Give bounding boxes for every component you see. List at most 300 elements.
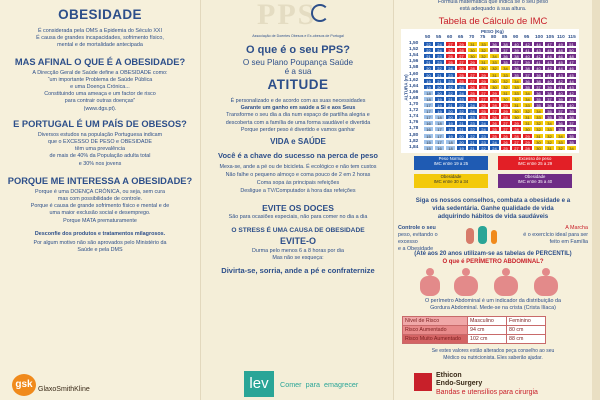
imc-cell: 24 <box>456 84 467 90</box>
imc-cell: 39 <box>522 59 533 65</box>
imc-cell: 21 <box>467 145 478 151</box>
imc-cell: 32 <box>511 96 522 102</box>
imc-cell: 30 <box>511 114 522 120</box>
sweets-text: São para ocasiões especiais, não para comer no dia a dia <box>228 214 368 221</box>
warning-miracle: Desconfie dos produtos e tratamentos milagrosos. <box>34 230 166 237</box>
final-advice: Divirta-se, sorria, ande a pé e confraternize <box>221 265 375 275</box>
imc-cell: 24 <box>478 120 489 126</box>
legend-obesity-1: Obesidade IMC entre 30 a 34 <box>414 174 488 188</box>
imc-cell: 21 <box>456 126 467 132</box>
imc-cell: 18 <box>423 96 434 102</box>
imc-cell: 42 <box>566 90 577 96</box>
imc-cell: 25 <box>456 72 467 78</box>
imc-cell: 21 <box>467 139 478 145</box>
imc-cell: 44 <box>566 78 577 84</box>
imc-cell: 21 <box>423 53 434 59</box>
height-label: 1,82 <box>409 138 419 144</box>
imc-cell: 35 <box>533 102 544 108</box>
lev-slogan: Comer para emagrecer <box>280 380 359 389</box>
weight-header: 70 <box>469 35 475 40</box>
imc-cell: 45 <box>544 47 555 53</box>
imc-cell: 35 <box>511 72 522 78</box>
imc-cell: 31 <box>467 41 478 47</box>
torso-icon <box>420 276 440 296</box>
imc-cell: 25 <box>489 126 500 132</box>
walking-text: A Marcha é o exercício ideal para ser feito em Família <box>523 225 588 245</box>
imc-cell: 17 <box>423 102 434 108</box>
imc-cell: 19 <box>423 84 434 90</box>
imc-cell: 34 <box>555 133 566 139</box>
imc-cell: 20 <box>456 133 467 139</box>
imc-cell: 25 <box>500 145 511 151</box>
imc-cell: 37 <box>500 47 511 53</box>
imc-cell: 47 <box>544 41 555 47</box>
imc-cell: 22 <box>445 84 456 90</box>
imc-cell: 42 <box>533 53 544 59</box>
imc-cell: 32 <box>544 139 555 145</box>
imc-cell: 19 <box>434 108 445 114</box>
height-label: 1,70 <box>409 102 419 107</box>
imc-cell: 15 <box>423 145 434 151</box>
imc-cell: 34 <box>511 78 522 84</box>
imc-cell: 41 <box>533 59 544 65</box>
imc-cell: 36 <box>555 120 566 126</box>
imc-cell: 44 <box>533 41 544 47</box>
imc-cell: 22 <box>478 145 489 151</box>
imc-cell: 39 <box>544 84 555 90</box>
imc-cell: 17 <box>434 133 445 139</box>
imc-cell: 33 <box>555 139 566 145</box>
middle-panel <box>200 0 394 400</box>
ethicon-name: Ethicon Endo-Surgery <box>436 372 483 387</box>
height-label: 1,62 <box>409 77 419 83</box>
imc-cell: 33 <box>500 72 511 78</box>
imc-cell: 30 <box>533 139 544 145</box>
weight-header: 85 <box>502 35 508 40</box>
imc-cell: 35 <box>555 126 566 132</box>
imc-cell: 36 <box>544 102 555 108</box>
imc-cell: 30 <box>500 96 511 102</box>
imc-cell: 26 <box>489 120 500 126</box>
imc-title: Tabela de Cálculo de IMC <box>438 16 548 27</box>
imc-cell: 23 <box>467 114 478 120</box>
prevalence-text: Diversos estudos na população Portuguesa indicam que o EXCESSO DE PESO e OBESIDADE têm uma prevalência de mais de 40% da População adulta total e 30% nos jovens <box>37 131 163 167</box>
imc-cell: 29 <box>500 102 511 108</box>
imc-cell: 30 <box>522 126 533 132</box>
imc-legend <box>414 156 574 190</box>
imc-cell: 15 <box>423 133 434 139</box>
imc-cell: 20 <box>423 65 434 71</box>
height-label: 1,60 <box>409 71 419 77</box>
weight-header: 75 <box>480 35 486 40</box>
imc-cell: 40 <box>533 65 544 71</box>
imc-cell: 27 <box>456 53 467 59</box>
imc-cell: 23 <box>445 72 456 78</box>
imc-cell: 25 <box>489 133 500 139</box>
imc-cell: 20 <box>434 90 445 96</box>
imc-cell: 22 <box>456 108 467 114</box>
imc-cell: 30 <box>467 53 478 59</box>
imc-cell: 43 <box>533 47 544 53</box>
imc-cell: 30 <box>511 108 522 114</box>
imc-cell: 30 <box>489 78 500 84</box>
imc-cell: 33 <box>511 84 522 90</box>
imc-cell: 31 <box>511 102 522 108</box>
imc-cell: 23 <box>434 59 445 65</box>
imc-cell: 30 <box>489 84 500 90</box>
imc-cell: 28 <box>511 133 522 139</box>
imc-cell: 32 <box>478 47 489 53</box>
weight-header: 105 <box>546 35 555 40</box>
height-label: 1,80 <box>409 132 419 138</box>
next-panel-edge <box>592 0 600 400</box>
imc-cell: 32 <box>555 145 566 151</box>
imc-cell: 35 <box>566 139 577 145</box>
imc-cell: 28 <box>522 145 533 151</box>
imc-cell: 27 <box>489 108 500 114</box>
imc-cell: 42 <box>522 41 533 47</box>
formula-text: Fórmula matemática que indica se o seu peso está adequado à sua altura. <box>437 0 549 13</box>
imc-cell: 17 <box>423 108 434 114</box>
imc-cell: 39 <box>566 108 577 114</box>
imc-cell: 25 <box>456 78 467 84</box>
imc-cell: 32 <box>478 53 489 59</box>
imc-cell: 17 <box>434 139 445 145</box>
association-name: Associação de Doentes Obesos e Ex-obesos de Portugal <box>252 34 344 38</box>
sweets-title: EVITE OS DOCES <box>262 203 334 214</box>
imc-cell: 23 <box>467 120 478 126</box>
height-label: 1,56 <box>409 59 419 65</box>
height-label: 1,84 <box>409 144 419 150</box>
imc-cell: 31 <box>522 114 533 120</box>
height-label: 1,58 <box>409 65 419 71</box>
head-icon <box>462 268 470 276</box>
head-icon <box>542 268 550 276</box>
imc-cell: 32 <box>500 78 511 84</box>
imc-cell: 26 <box>456 65 467 71</box>
imc-cell: 33 <box>489 59 500 65</box>
imc-cell: 22 <box>467 126 478 132</box>
imc-cell: 20 <box>445 108 456 114</box>
imc-cell: 38 <box>500 41 511 47</box>
imc-cell: 22 <box>467 133 478 139</box>
imc-cell: 28 <box>489 102 500 108</box>
torso-icon <box>454 276 478 296</box>
imc-cell: 32 <box>522 108 533 114</box>
imc-cell: 22 <box>445 90 456 96</box>
imc-cell: 29 <box>467 59 478 65</box>
imc-cell: 27 <box>456 59 467 65</box>
imc-cell: 36 <box>533 90 544 96</box>
health-gain-text: Garante um ganho em saúde a Si e aos Seus <box>240 105 356 112</box>
imc-cell: 43 <box>566 84 577 90</box>
imc-cell: 34 <box>500 65 511 71</box>
forget-text: Mas não se esqueça: <box>272 255 324 262</box>
personalized-text: É personalizado e de acordo com as suas necessidades <box>230 98 366 104</box>
definition-text: A Direcção Geral de Saúde define a OBESIDADE como: “um importante Problema de Saúde Pública e uma Doença Crónica... Constituindo uma ameaça e um factor de risco para contrair outras doenças” (www.dgs.pt). <box>32 69 168 112</box>
imc-cell: 44 <box>555 65 566 71</box>
imc-cell: 16 <box>434 145 445 151</box>
imc-cell: 29 <box>522 139 533 145</box>
imc-cell: 30 <box>467 47 478 53</box>
imc-cell: 15 <box>423 139 434 145</box>
lev-logo: lev <box>244 371 274 397</box>
imc-cell: 40 <box>544 78 555 84</box>
imc-cell: 33 <box>544 126 555 132</box>
imc-cell: 23 <box>445 78 456 84</box>
imc-cell: 21 <box>445 96 456 102</box>
imc-cell: 28 <box>500 114 511 120</box>
imc-cell: 19 <box>423 78 434 84</box>
tip-tv: Desligue a TV/Computador à hora das refeições <box>240 188 356 195</box>
imc-cell: 35 <box>489 47 500 53</box>
imc-cell: 36 <box>489 41 500 47</box>
imc-cell: 38 <box>555 102 566 108</box>
key-to-success: Você é a chave do sucesso na perca de peso <box>218 151 378 161</box>
imc-cell: 50 <box>566 47 577 53</box>
imc-cell: 20 <box>445 114 456 120</box>
imc-cell: 34 <box>544 120 555 126</box>
imc-cell: 30 <box>478 65 489 71</box>
imc-cell: 51 <box>566 41 577 47</box>
imc-cell: 40 <box>522 53 533 59</box>
imc-cell: 27 <box>511 145 522 151</box>
question-interest: PORQUE ME INTERESSA A OBESIDADE? <box>7 175 193 186</box>
weight-header: 95 <box>524 35 530 40</box>
imc-cell: 38 <box>566 114 577 120</box>
imc-cell: 25 <box>467 96 478 102</box>
weight-header: 100 <box>535 35 544 40</box>
legend-normal: Peso Normal IMC entre 19 a 25 <box>414 156 488 170</box>
imc-cell: 27 <box>500 126 511 132</box>
imc-cell: 21 <box>434 72 445 78</box>
imc-cell: 40 <box>555 90 566 96</box>
imc-cell: 36 <box>511 65 522 71</box>
head-icon <box>502 268 510 276</box>
imc-cell: 25 <box>467 90 478 96</box>
imc-cell: 32 <box>544 133 555 139</box>
weight-header: 90 <box>513 35 519 40</box>
question-portugal: E PORTUGAL É UM PAÍS DE OBESOS? <box>13 118 187 129</box>
imc-cell: 26 <box>478 102 489 108</box>
imc-cell: 18 <box>445 139 456 145</box>
imc-cell: 29 <box>478 78 489 84</box>
imc-cell: 27 <box>500 120 511 126</box>
head-icon <box>426 268 434 276</box>
altura-label: ALTURA (m) <box>403 74 409 101</box>
imc-cell: 19 <box>434 96 445 102</box>
logo-figure <box>311 4 329 22</box>
intro-text: É considerada pela OMS a Epidemia do Século XXI É causa de grandes incapacidades, sofrimento físico, mental e de mortalidade antecipada <box>36 28 164 49</box>
imc-cell: 31 <box>500 90 511 96</box>
tip-move: Mexa-se, ande a pé ou de bicicleta. É ecológico e não tem custos <box>219 164 377 171</box>
height-label: 1,76 <box>409 120 419 126</box>
imc-cell: 21 <box>423 59 434 65</box>
imc-cell: 38 <box>533 78 544 84</box>
imc-cell: 41 <box>555 84 566 90</box>
percentil-note: (Até aos 20 anos utilizam-se as tabelas de PERCENTIL) <box>414 251 572 257</box>
imc-cell: 26 <box>500 139 511 145</box>
gsk-logo-text: GlaxoSmithKline <box>38 386 90 393</box>
imc-cell: 21 <box>445 102 456 108</box>
imc-cell: 27 <box>467 78 478 84</box>
pps-sub1: O seu Plano Poupança Saúde <box>242 58 354 67</box>
imc-cell: 26 <box>500 133 511 139</box>
imc-cell: 32 <box>533 126 544 132</box>
imc-cell: 37 <box>511 59 522 65</box>
weight-header: 65 <box>458 35 464 40</box>
imc-cell: 19 <box>445 126 456 132</box>
stress-title: O STRESS É UMA CAUSA DE OBESIDADE <box>231 227 365 235</box>
imc-cell: 26 <box>445 47 456 53</box>
perimeter-question: O que é PERÍMETRO ABDOMINAL? <box>442 259 544 265</box>
height-label: 1,64 <box>409 83 419 89</box>
imc-cell: 36 <box>566 126 577 132</box>
imc-cell: 38 <box>544 90 555 96</box>
imc-cell: 24 <box>467 102 478 108</box>
imc-cell: 28 <box>456 47 467 53</box>
figure-icon <box>478 226 487 244</box>
left-title: OBESIDADE <box>58 7 142 22</box>
control-text: Controle o seu peso, evitando o excesso e a Obesidade <box>398 225 438 252</box>
imc-cell: 22 <box>423 47 434 53</box>
table-header: Nível de Risco Masculino Feminino <box>403 317 546 326</box>
imc-cell: 39 <box>533 72 544 78</box>
imc-cell: 21 <box>456 120 467 126</box>
imc-cell: 42 <box>555 78 566 84</box>
imc-cell: 34 <box>533 108 544 114</box>
imc-cell: 29 <box>456 41 467 47</box>
imc-cell: 16 <box>423 120 434 126</box>
imc-cell: 36 <box>522 78 533 84</box>
imc-cell: 32 <box>489 65 500 71</box>
imc-cell: 18 <box>434 120 445 126</box>
imc-cell: 27 <box>511 139 522 145</box>
imc-cell: 30 <box>533 145 544 151</box>
imc-cell: 24 <box>489 145 500 151</box>
question-what: MAS AFINAL O QUE É A OBESIDADE? <box>14 56 186 67</box>
pps-logo: PPS <box>257 0 347 32</box>
imc-cell: 33 <box>511 90 522 96</box>
imc-cell: 28 <box>478 84 489 90</box>
imc-cell: 42 <box>544 65 555 71</box>
table-row: Risco Muito Aumentado 102 cm 88 cm <box>403 335 546 344</box>
imc-cell: 19 <box>445 133 456 139</box>
imc-cell: 24 <box>434 41 445 47</box>
imc-cell: 20 <box>434 84 445 90</box>
left-panel <box>0 0 200 400</box>
figure-icon <box>491 230 497 244</box>
imc-cell: 18 <box>434 114 445 120</box>
imc-cell: 20 <box>456 139 467 145</box>
imc-cell: 29 <box>478 72 489 78</box>
imc-cell: 36 <box>500 53 511 59</box>
height-label: 1,68 <box>409 95 419 101</box>
avoid-it: EVITE-O <box>279 236 316 247</box>
imc-cell: 33 <box>533 114 544 120</box>
height-label: 1,72 <box>409 108 419 114</box>
height-label: 1,54 <box>409 53 419 59</box>
pps-sub2: é a sua <box>284 67 312 76</box>
imc-cell: 41 <box>544 72 555 78</box>
imc-cell: 38 <box>522 65 533 71</box>
imc-cell: 31 <box>522 120 533 126</box>
imc-cell: 34 <box>522 90 533 96</box>
imc-cell: 48 <box>555 47 566 53</box>
imc-cell: 19 <box>456 145 467 151</box>
imc-cell: 17 <box>423 114 434 120</box>
daily-text-3: Porque perder peso é divertido e vamos ganhar <box>240 126 356 133</box>
imc-cell: 19 <box>445 120 456 126</box>
imc-cell: 45 <box>555 59 566 65</box>
weight-header: 110 <box>557 35 565 40</box>
imc-cell: 22 <box>423 41 434 47</box>
imc-cell: 38 <box>511 53 522 59</box>
imc-cell: 24 <box>445 65 456 71</box>
imc-cell: 35 <box>566 133 577 139</box>
imc-cell: 29 <box>489 90 500 96</box>
figure-icon <box>466 228 474 244</box>
imc-cell: 46 <box>566 65 577 71</box>
imc-cell: 28 <box>511 126 522 132</box>
imc-cell: 31 <box>489 72 500 78</box>
weight-header: 55 <box>436 35 442 40</box>
imc-cell: 35 <box>544 114 555 120</box>
weight-header: 115 <box>568 35 576 40</box>
imc-cell: 31 <box>533 133 544 139</box>
daily-text-1: Transforme o seu dia a dia num espaço de partilha alegria e <box>226 112 370 119</box>
imc-cell: 26 <box>489 114 500 120</box>
imc-cell: 24 <box>489 139 500 145</box>
imc-cell: 40 <box>511 41 522 47</box>
warning-approval: Por algum motivo não são aprovados pelo Ministério da Saúde e pela DMS <box>33 240 167 254</box>
imc-cell: 35 <box>533 96 544 102</box>
imc-cell: 25 <box>445 59 456 65</box>
ethicon-sub: Bandas e utensílios para cirurgia <box>436 389 538 396</box>
body-silhouettes <box>414 268 574 296</box>
interest-text: Porque é uma DOENÇA CRÓNICA, ou seja, sem cura mas com possibilidade de controle. Porque é causa de grande sofrimento físico e mental e de uma maior exclusão social e desemprego. Porque MATA prematuramente <box>30 188 170 224</box>
imc-cell: 33 <box>522 102 533 108</box>
imc-cell: 27 <box>445 41 456 47</box>
consult-text: Se estes valores estão alterados peça conselho ao seu Médico ou nutricionista. Eles saberão ajudar. <box>431 348 555 362</box>
right-panel <box>394 0 592 400</box>
imc-cell: 46 <box>555 53 566 59</box>
imc-cell: 23 <box>478 139 489 145</box>
imc-cell: 49 <box>555 41 566 47</box>
height-label: 1,74 <box>409 114 419 120</box>
imc-cell: 24 <box>456 90 467 96</box>
gsk-logo <box>12 374 36 396</box>
imc-cell: 23 <box>434 53 445 59</box>
imc-cell: 37 <box>522 72 533 78</box>
height-label: 1,52 <box>409 47 419 53</box>
imc-cell: 32 <box>533 120 544 126</box>
table-row: Risco Aumentado 94 cm 80 cm <box>403 326 546 335</box>
imc-cell: 36 <box>555 114 566 120</box>
imc-cell: 41 <box>522 47 533 53</box>
imc-cell: 26 <box>467 84 478 90</box>
imc-cell: 37 <box>533 84 544 90</box>
imc-cell: 35 <box>522 84 533 90</box>
tip-breakfast: Não falhe o pequeno almoço e coma pouco de 2 em 2 horas <box>225 172 371 179</box>
imc-cell: 21 <box>456 114 467 120</box>
imc-cell: 17 <box>434 126 445 132</box>
imc-cell: 28 <box>467 65 478 71</box>
legend-obesity-2: Obesidade IMC entre 35 a 40 <box>498 174 572 188</box>
ethicon-logo <box>414 373 432 391</box>
imc-cell: 25 <box>478 114 489 120</box>
imc-cell: 31 <box>478 59 489 65</box>
